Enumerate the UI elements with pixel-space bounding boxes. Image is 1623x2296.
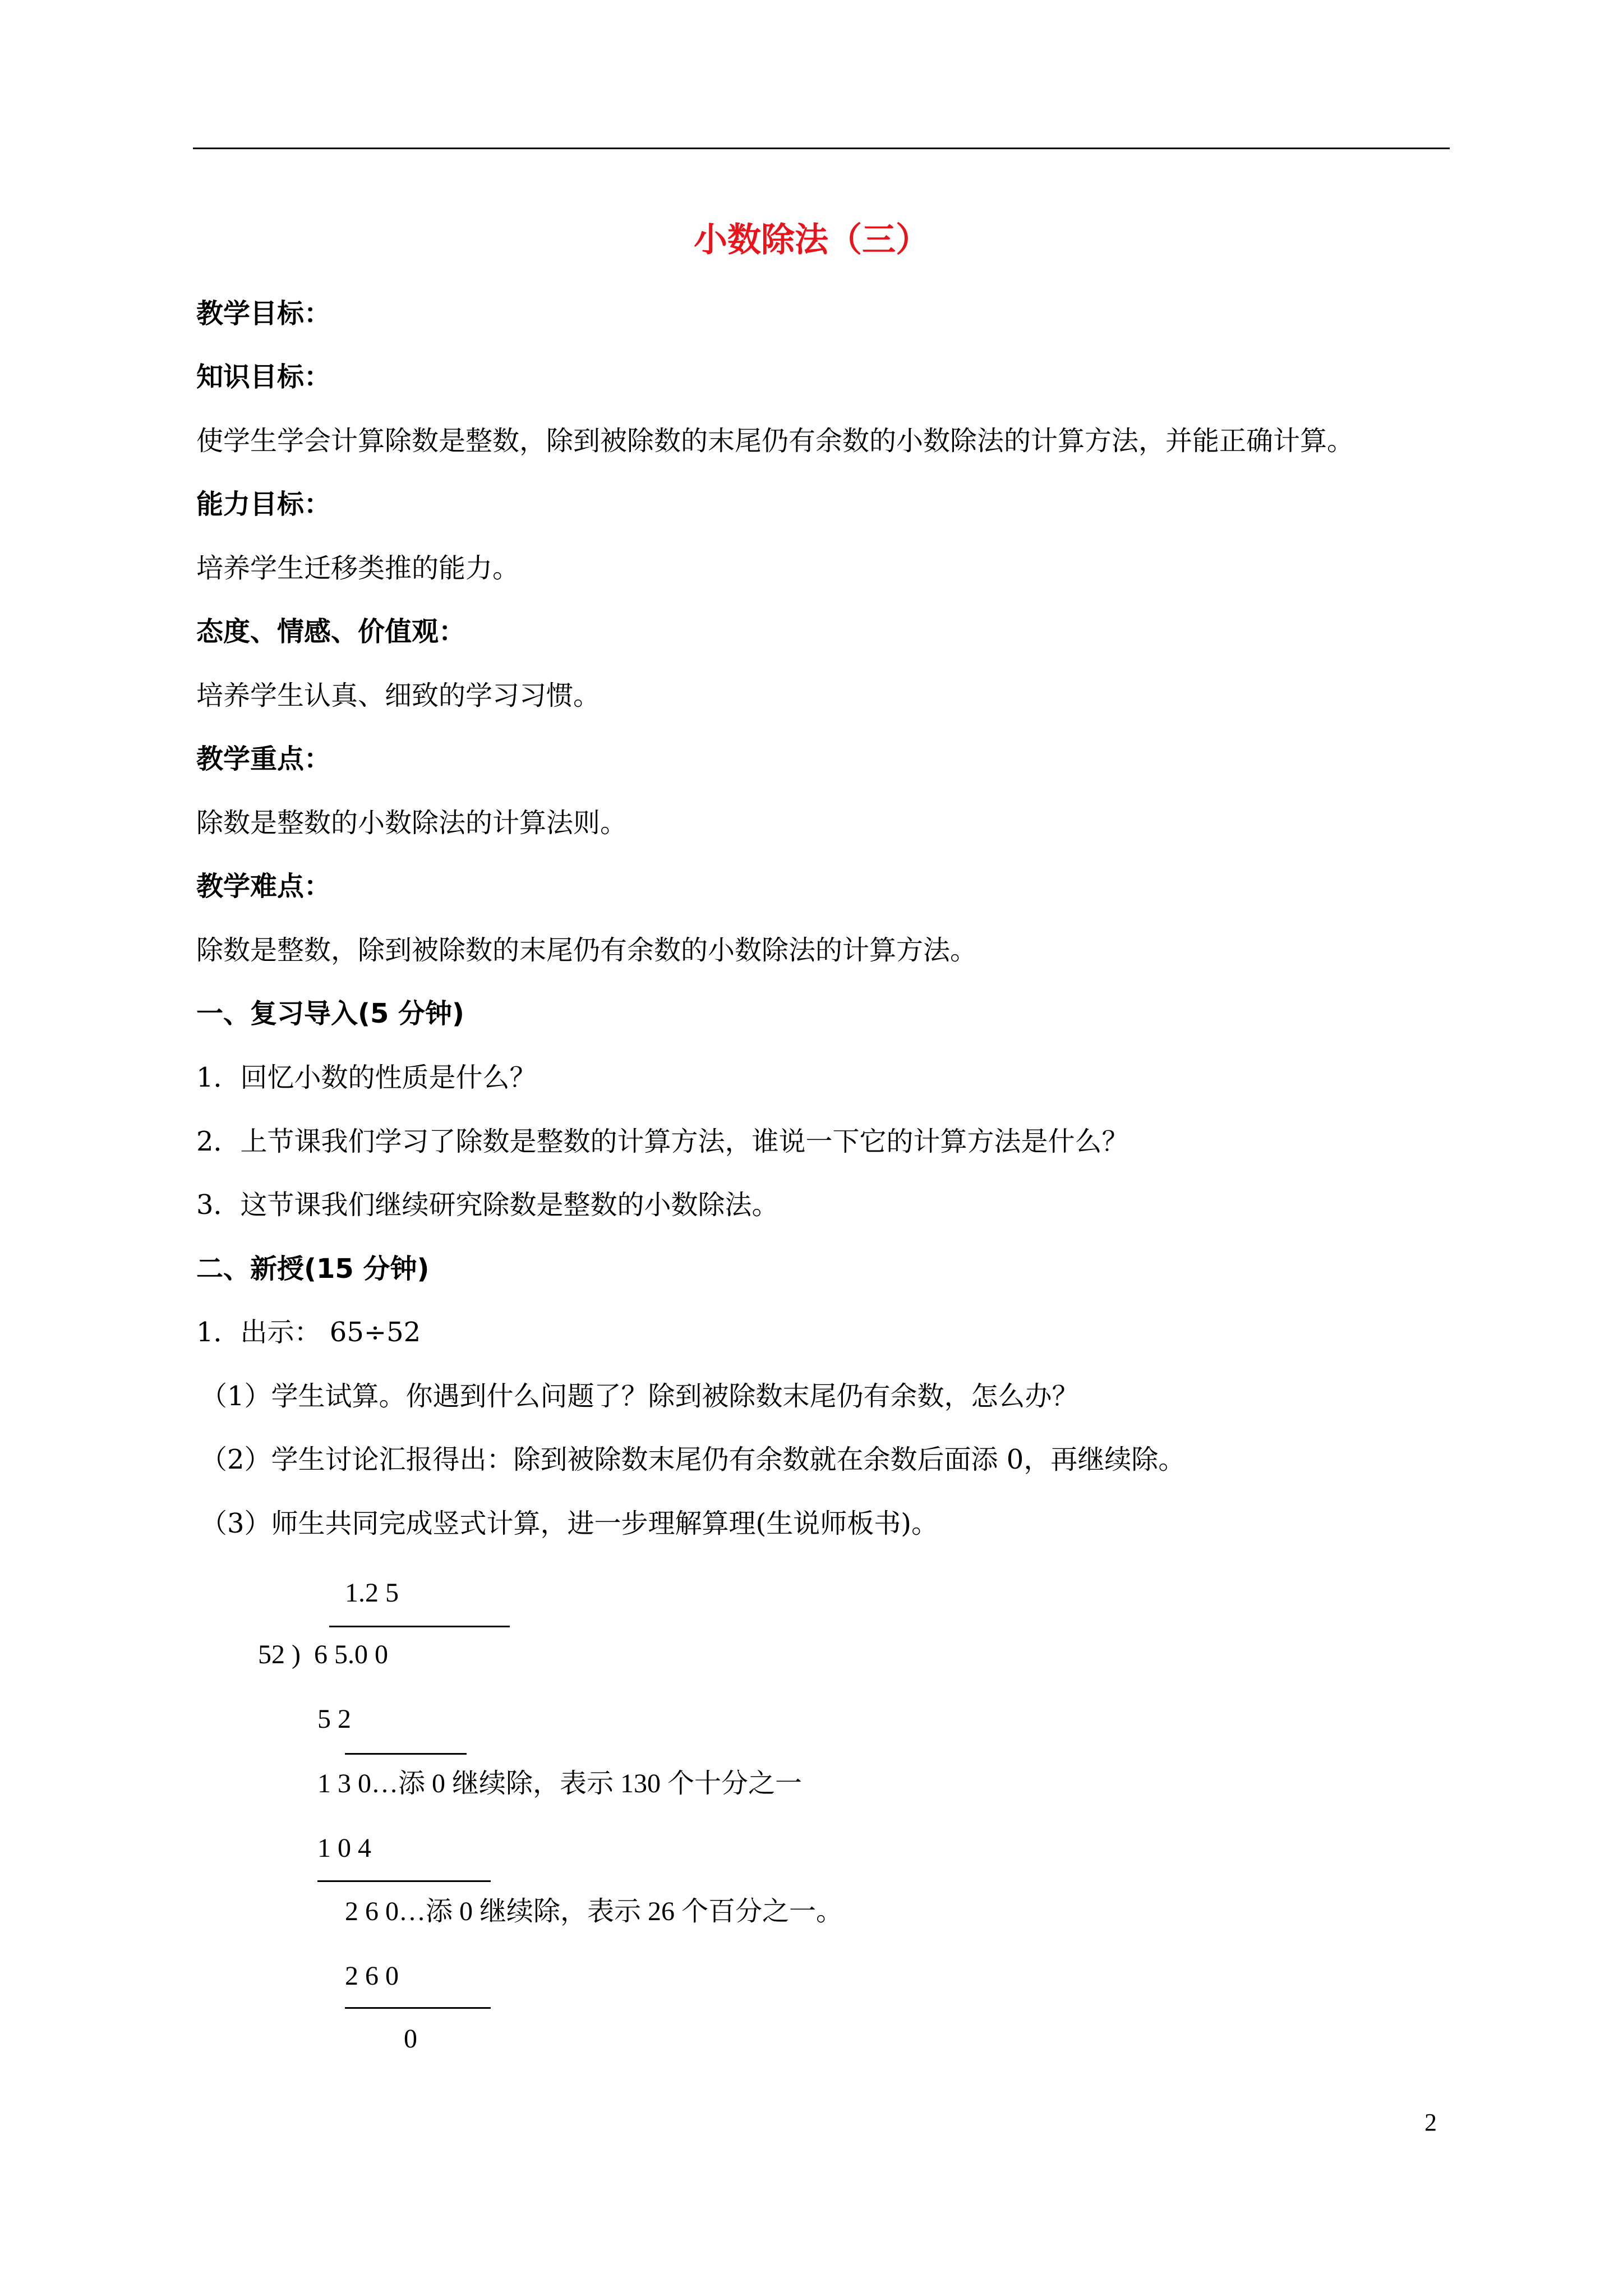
heading-key-points: 教学重点： <box>196 743 331 775</box>
long-division-step-4: 2 6 0…添 0 继续除，表示 26 个百分之一。 <box>345 1897 843 1926</box>
heading-teaching-goals: 教学目标： <box>196 298 331 329</box>
new-lesson-sub-2: （2）学生讨论汇报得出：除到被除数末尾仍有余数就在余数后面添 0，再继续除。 <box>200 1444 1186 1475</box>
review-item-3: 3．这节课我们继续研究除数是整数的小数除法。 <box>196 1189 779 1221</box>
heading-attitude: 态度、情感、价值观： <box>196 616 466 647</box>
long-division-quotient: 1.2 5 <box>345 1578 399 1608</box>
section-review: 一、复习导入(5 分钟) <box>196 998 464 1029</box>
long-division-dividend: 6 5.0 0 <box>314 1640 388 1669</box>
long-division-step-1: 5 2 <box>317 1704 351 1734</box>
long-division-divisor: 52 ) <box>258 1640 301 1669</box>
new-lesson-sub-3: （3）师生共同完成竖式计算，进一步理解算理(生说师板书)。 <box>200 1508 938 1539</box>
section-new-lesson: 二、新授(15 分钟) <box>196 1253 430 1285</box>
review-item-1: 1．回忆小数的性质是什么？ <box>196 1062 537 1093</box>
page-title: 小数除法（三） <box>694 220 929 260</box>
long-division-step-2: 1 3 0…添 0 继续除，表示 130 个十分之一 <box>317 1769 803 1798</box>
review-item-2: 2．上节课我们学习了除数是整数的计算方法，谁说一下它的计算方法是什么？ <box>196 1126 1129 1157</box>
division-rule-2 <box>317 1880 491 1882</box>
header-rule <box>193 148 1450 149</box>
division-rule-1 <box>345 1753 467 1755</box>
paragraph-difficulties: 除数是整数，除到被除数的末尾仍有余数的小数除法的计算方法。 <box>196 935 978 966</box>
heading-ability-goals: 能力目标： <box>196 489 331 520</box>
new-lesson-sub-1: （1）学生试算。你遇到什么问题了？除到被除数末尾仍有余数，怎么办？ <box>200 1381 1079 1412</box>
paragraph-attitude: 培养学生认真、细致的学习习惯。 <box>196 680 601 711</box>
heading-knowledge-goals: 知识目标： <box>196 361 331 393</box>
new-lesson-item-1: 1．出示： 65÷52 <box>196 1317 421 1348</box>
heading-difficulties: 教学难点： <box>196 871 331 902</box>
long-division-step-5: 2 6 0 <box>345 1961 399 1991</box>
paragraph-key-points: 除数是整数的小数除法的计算法则。 <box>196 807 628 839</box>
paragraph-ability: 培养学生迁移类推的能力。 <box>196 553 520 584</box>
long-division-remainder: 0 <box>404 2024 417 2054</box>
division-rule-3 <box>345 2007 491 2009</box>
long-division-step-3: 1 0 4 <box>317 1833 371 1863</box>
division-bracket-line <box>329 1626 510 1627</box>
paragraph-knowledge: 使学生学会计算除数是整数，除到被除数的末尾仍有余数的小数除法的计算方法，并能正确计算。 <box>196 425 1354 457</box>
page-number: 2 <box>1424 2109 1437 2136</box>
